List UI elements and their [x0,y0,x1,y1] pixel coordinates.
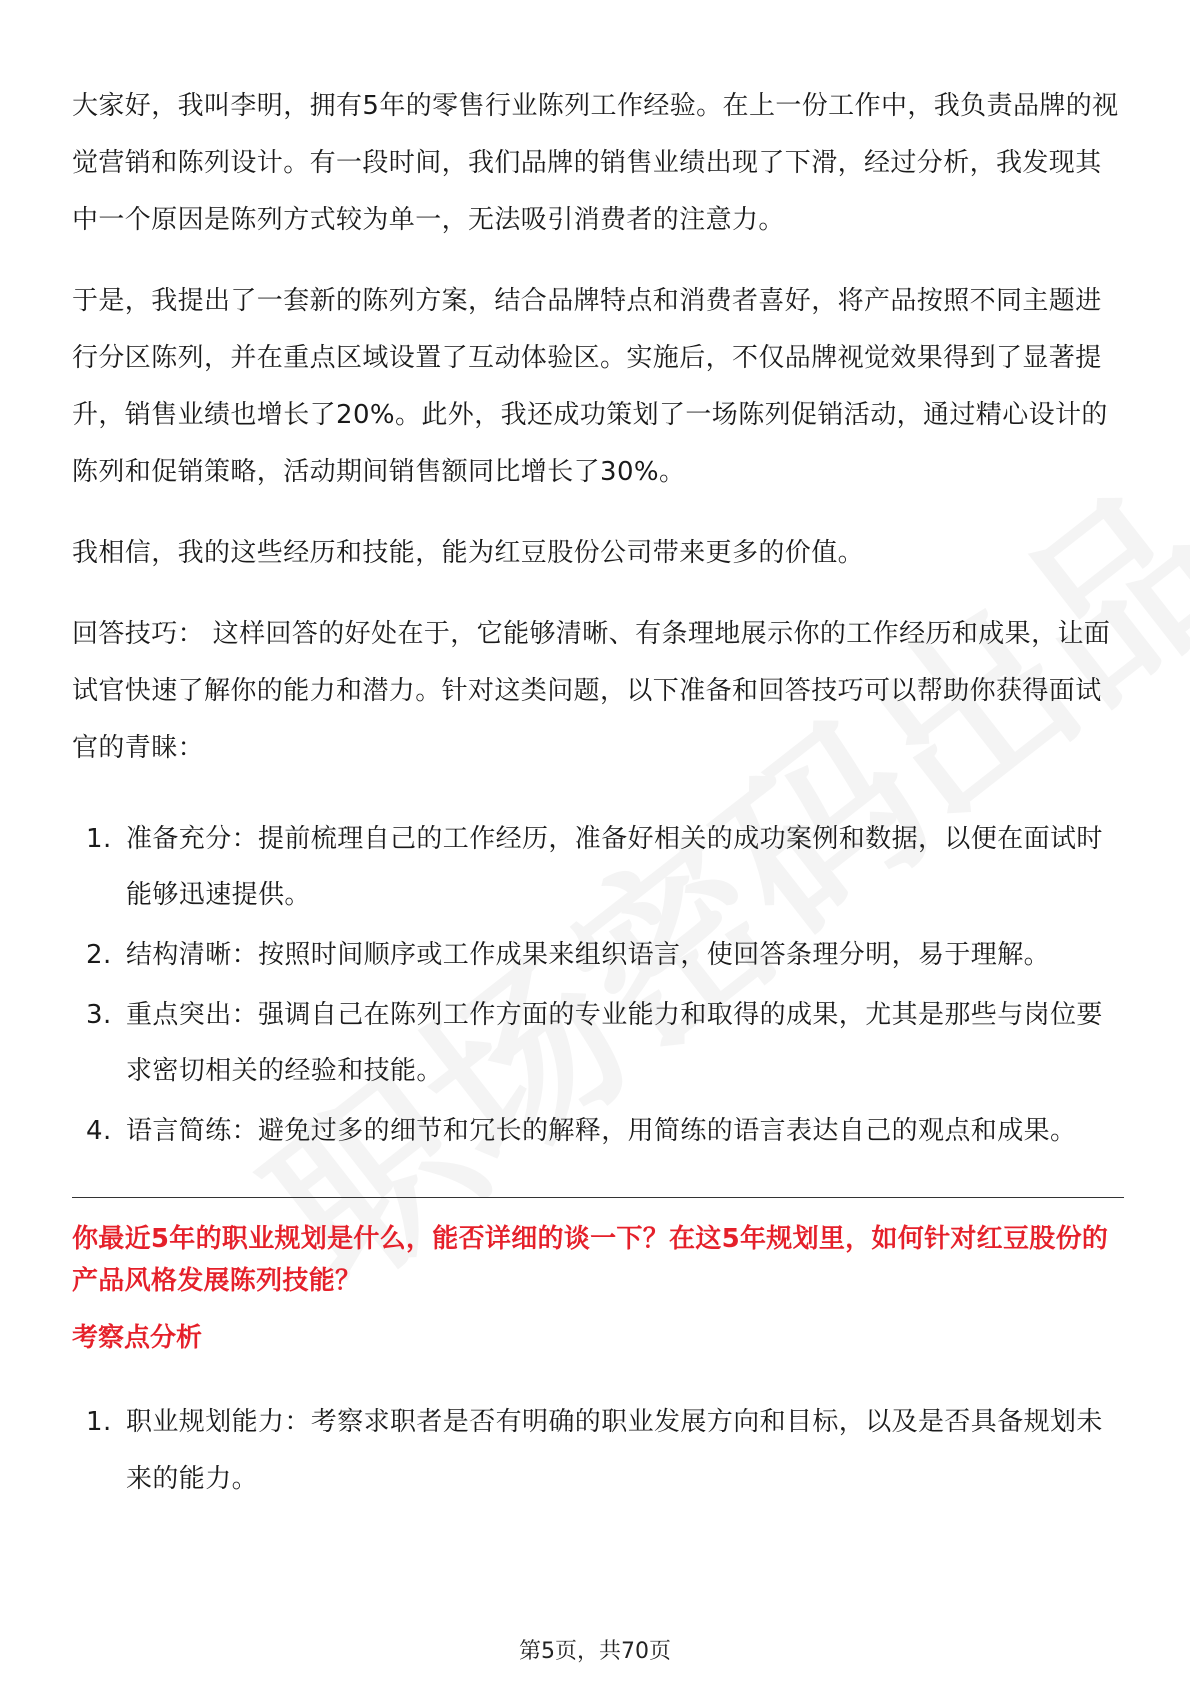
list-number: 1. [86,824,112,854]
list-item [72,1394,1124,1508]
list-item [72,927,1124,983]
list-item-text: 职业规划能力：考察求职者是否有明确的职业发展方向和目标，以及是否具备规划未来的能力。 [126,1407,1103,1494]
tips-list [72,811,1124,1159]
analysis-points-list [72,1394,1124,1508]
analysis-heading: 考察点分析 [72,1323,203,1353]
list-item [72,987,1124,1099]
list-item-text: 准备充分：提前梳理自己的工作经历，准备好相关的成功案例和数据，以便在面试时能够迅速提供。 [126,824,1103,910]
list-number: 4. [86,1116,112,1146]
list-number: 3. [86,1000,112,1030]
section-divider [72,1197,1124,1198]
list-item-text: 语言简练：避免过多的细节和冗长的解释，用简练的语言表达自己的观点和成果。 [126,1116,1077,1146]
interview-question: 你最近5年的职业规划是什么，能否详细的谈一下？在这5年规划里，如何针对红豆股份的产品风格发展陈列技能？ [72,1224,1109,1296]
list-item [72,1103,1124,1159]
intro-paragraph-3: 我相信，我的这些经历和技能，能为红豆股份公司带来更多的价值。 [72,538,865,568]
list-item-text: 重点突出：强调自己在陈列工作方面的专业能力和取得的成果，尤其是那些与岗位要求密切相关的经验和技能。 [126,1000,1103,1086]
answer-tips-paragraph: 回答技巧： 这样回答的好处在于，它能够清晰、有条理地展示你的工作经历和成果，让面试官快速了解你的能力和潜力。针对这类问题，以下准备和回答技巧可以帮助你获得面试官的青睐： [72,619,1111,763]
list-number: 2. [86,940,112,970]
intro-paragraph-2: 于是，我提出了一套新的陈列方案，结合品牌特点和消费者喜好，将产品按照不同主题进行分区陈列，并在重点区域设置了互动体验区。实施后，不仅品牌视觉效果得到了显著提升，销售业绩也增长了20%。此外，我还成功策划了一场陈列促销活动，通过精心设计的陈列和促销策略，活动期间销售额同比增长了30%。 [72,286,1108,487]
list-item [72,811,1124,923]
list-number: 1. [86,1407,112,1437]
list-item-text: 结构清晰：按照时间顺序或工作成果来组织语言，使回答条理分明，易于理解。 [126,940,1051,970]
page-number-footer: 第5页，共70页 [519,1639,671,1664]
document-page [72,78,1124,1508]
intro-paragraph-1: 大家好，我叫李明，拥有5年的零售行业陈列工作经验。在上一份工作中，我负责品牌的视觉营销和陈列设计。有一段时间，我们品牌的销售业绩出现了下滑，经过分析，我发现其中一个原因是陈列方式较为单一，无法吸引消费者的注意力。 [72,91,1119,235]
